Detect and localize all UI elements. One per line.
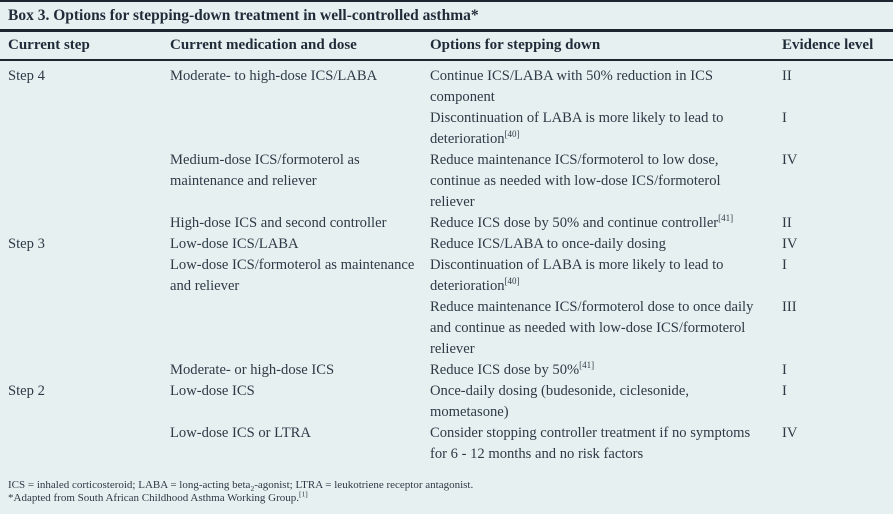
cell-option — [430, 255, 782, 297]
stepping-down-table — [0, 32, 893, 465]
cell-option — [430, 150, 782, 213]
cell-option — [430, 360, 782, 381]
cell-current-step: Step 2 — [8, 383, 45, 399]
option-text: Discontinuation of LABA is more likely to lead to deterioration — [430, 257, 724, 294]
adapted-text: *Adapted from South African Childhood Asthma Working Group. — [8, 492, 299, 504]
cell-evidence: I — [782, 383, 787, 399]
footnote-abbreviations — [8, 479, 885, 492]
footnote-adapted — [8, 489, 885, 505]
box-title: Box 3. Options for stepping-down treatment in well-controlled asthma* — [0, 2, 893, 32]
col-header-medication: Current medication and dose — [170, 32, 430, 60]
option-text: Reduce maintenance ICS/formoterol to low dose, continue as needed with low-dose ICS/formoterol reliever — [430, 152, 721, 210]
option-text: Reduce ICS/LABA to once-daily dosing — [430, 236, 666, 252]
table-body — [0, 60, 893, 465]
cell-option — [430, 423, 782, 465]
cell-option — [430, 234, 782, 255]
option-text: Reduce maintenance ICS/formoterol dose to once daily and continue as needed with low-dose ICS/formoterol reliever — [430, 299, 754, 357]
abbrev-text-post: -agonist; LTRA = leukotriene receptor antagonist. — [254, 479, 474, 491]
table-row — [0, 213, 893, 234]
table-row — [0, 234, 893, 255]
cell-evidence: III — [782, 299, 797, 315]
cell-medication — [170, 297, 430, 360]
col-header-current-step: Current step — [0, 32, 170, 60]
cell-current-step: Step 3 — [8, 236, 45, 252]
cell-medication: Low-dose ICS/formoterol as maintenance and reliever — [170, 257, 415, 294]
cell-current-step — [0, 360, 170, 381]
cell-evidence: I — [782, 110, 787, 126]
option-text: Consider stopping controller treatment if no symptoms for 6 - 12 months and no risk factors — [430, 425, 751, 462]
table-row — [0, 381, 893, 423]
table-row — [0, 255, 893, 297]
table-row — [0, 60, 893, 108]
option-text: Discontinuation of LABA is more likely to lead to deterioration — [430, 110, 724, 147]
cell-medication: Moderate- to high-dose ICS/LABA — [170, 68, 378, 84]
citation-ref: [41] — [718, 213, 734, 224]
table-row — [0, 423, 893, 465]
cell-medication: Low-dose ICS/LABA — [170, 236, 299, 252]
cell-evidence: II — [782, 215, 792, 231]
cell-evidence: IV — [782, 236, 798, 252]
cell-option — [430, 60, 782, 108]
cell-current-step: Step 4 — [8, 68, 45, 84]
cell-medication: Moderate- or high-dose ICS — [170, 362, 335, 378]
cell-medication: Low-dose ICS — [170, 383, 255, 399]
option-text: Continue ICS/LABA with 50% reduction in ICS component — [430, 68, 713, 105]
col-header-evidence: Evidence level — [782, 32, 893, 60]
cell-medication: Low-dose ICS or LTRA — [170, 425, 311, 441]
option-text: Once-daily dosing (budesonide, ciclesonide, mometasone) — [430, 383, 689, 420]
cell-option — [430, 381, 782, 423]
footnotes — [0, 465, 893, 505]
table-row — [0, 297, 893, 360]
cell-medication: Medium-dose ICS/formoterol as maintenance and reliever — [170, 152, 360, 189]
cell-current-step — [0, 423, 170, 465]
table-row — [0, 360, 893, 381]
cell-evidence: I — [782, 362, 787, 378]
cell-evidence: IV — [782, 152, 798, 168]
table-header — [0, 32, 893, 60]
citation-ref: [1] — [299, 489, 308, 499]
cell-current-step — [0, 213, 170, 234]
abbrev-text-pre: ICS = inhaled corticosteroid; LABA = long-acting beta — [8, 479, 251, 491]
cell-evidence: IV — [782, 425, 798, 441]
cell-current-step — [0, 150, 170, 213]
cell-option — [430, 213, 782, 234]
col-header-options: Options for stepping down — [430, 32, 782, 60]
citation-ref: [40] — [504, 276, 520, 287]
citation-ref: [40] — [504, 129, 520, 140]
cell-medication — [170, 108, 430, 150]
cell-option — [430, 297, 782, 360]
cell-evidence: I — [782, 257, 787, 273]
citation-ref: [41] — [579, 360, 595, 371]
option-text: Reduce ICS dose by 50% and continue controller — [430, 215, 719, 231]
cell-current-step — [0, 108, 170, 150]
cell-current-step — [0, 255, 170, 297]
cell-option — [430, 108, 782, 150]
table-row — [0, 150, 893, 213]
beta-subscript: 2 — [250, 484, 255, 494]
cell-evidence: II — [782, 68, 792, 84]
header-row — [0, 32, 893, 60]
cell-medication: High-dose ICS and second controller — [170, 215, 387, 231]
cell-current-step — [0, 297, 170, 360]
table-row — [0, 108, 893, 150]
option-text: Reduce ICS dose by 50% — [430, 362, 580, 378]
